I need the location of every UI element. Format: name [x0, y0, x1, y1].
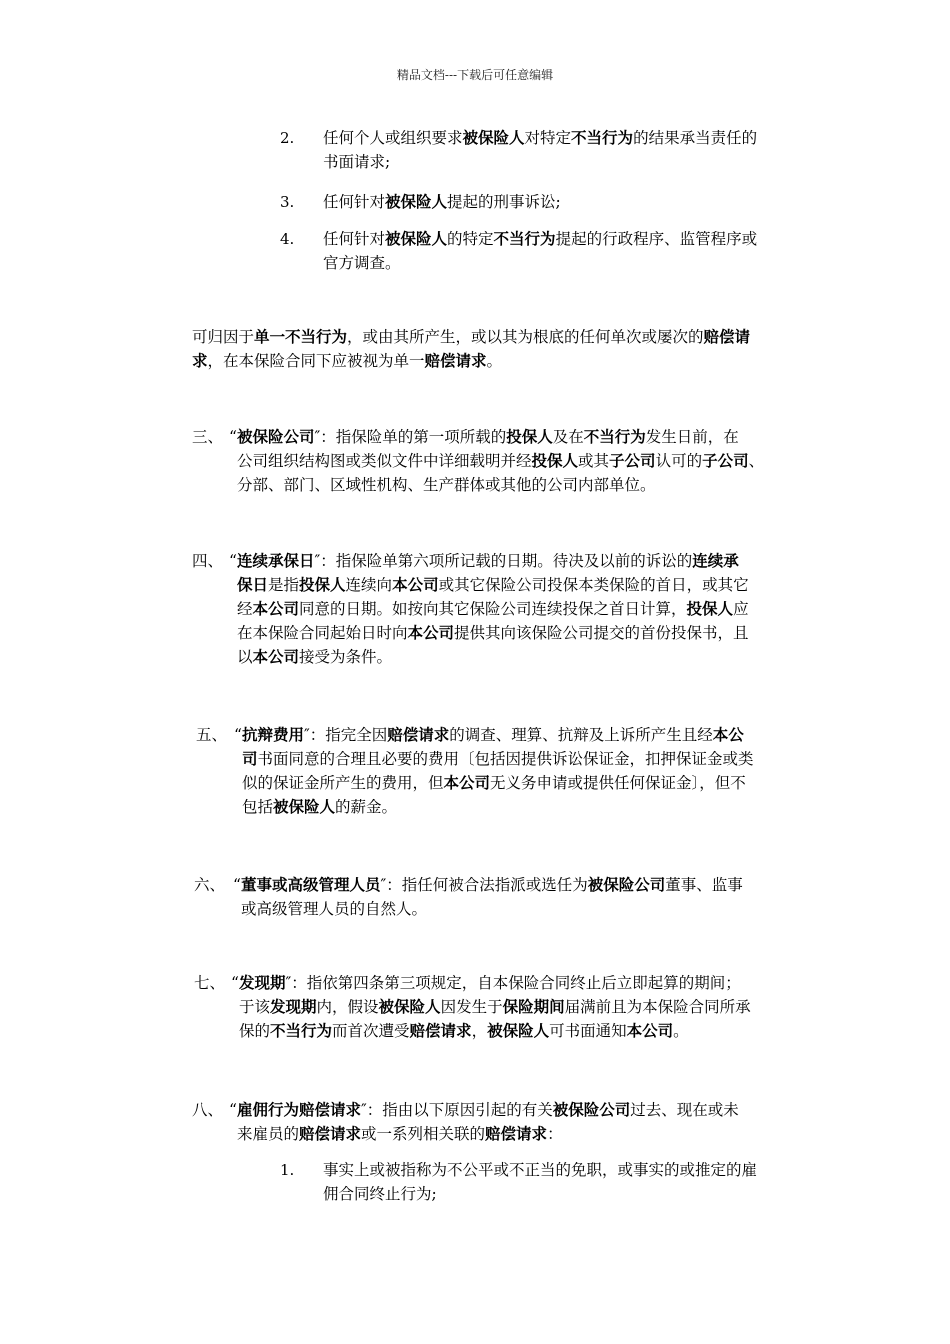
text-run: 任何针对: [323, 230, 386, 248]
defined-term: 发现期: [270, 998, 317, 1016]
list-item-text: [323, 126, 757, 174]
text-run: 的特定: [447, 230, 494, 248]
text-run: “: [229, 552, 237, 570]
text-line: [323, 251, 757, 275]
text-run: ″：指依第四条第三项规定，自本保险合同终止后立即起算的期间；: [285, 974, 741, 992]
list-item-text: [323, 190, 561, 214]
defined-term: 本公: [712, 726, 744, 744]
text-line: [229, 549, 749, 573]
text-run: 因发生于: [440, 998, 503, 1016]
text-run: 的调查、理算、抗辩及上诉所产生且经: [449, 726, 713, 744]
text-line: [234, 747, 754, 771]
text-line: [233, 873, 743, 897]
defined-term: 求: [192, 352, 208, 370]
defined-term: 赔偿请求: [424, 352, 487, 370]
defined-term: 被保险人: [385, 230, 448, 248]
text-run: 内，假设: [316, 998, 379, 1016]
text-run: 是指: [268, 576, 300, 594]
text-run: 佣合同终止行为;: [323, 1185, 437, 1203]
defined-term: 被保险公司: [587, 876, 666, 894]
text-line: [229, 1098, 739, 1122]
text-line: [229, 449, 764, 473]
defined-term: 不当行为: [583, 428, 646, 446]
text-run: 届满前且为本保险合同所承: [564, 998, 751, 1016]
defined-term: 子公司: [702, 452, 749, 470]
section-number: 三、: [192, 428, 224, 446]
text-run: “: [229, 428, 237, 446]
text-run: 分部、部门、区域性机构、生产群体或其他的公司内部单位。: [237, 476, 656, 494]
text-run: 而首次遭受: [332, 1022, 410, 1040]
text-run: “: [234, 726, 242, 744]
text-line: [229, 573, 749, 597]
defined-term: 投保人: [299, 576, 346, 594]
defined-term: 被保险人: [273, 798, 336, 816]
text-run: 、: [748, 452, 765, 470]
defined-term: 投保人: [531, 452, 579, 470]
defined-term: 被保险人: [378, 998, 441, 1016]
text-run: 来雇员的: [237, 1125, 300, 1143]
defined-term: 单一不当行为: [254, 328, 348, 346]
defined-term: 连续承: [692, 552, 739, 570]
text-run: 同意的日期。如按向其它保险公司连续投保之首日计算，: [299, 600, 687, 618]
text-run: 发生日前，在: [645, 428, 739, 446]
defined-term: 赔偿请: [703, 328, 751, 346]
definition-section: [229, 549, 749, 669]
text-line: [229, 621, 749, 645]
defined-term: 本公司: [443, 774, 491, 792]
text-run: 于该: [239, 998, 271, 1016]
text-run: ″：指完全因: [303, 726, 388, 744]
text-run: 可书面通知: [549, 1022, 627, 1040]
text-line: [234, 795, 754, 819]
defined-term: 被保险公司: [552, 1101, 631, 1119]
defined-term: 被保险人: [385, 193, 448, 211]
text-line: [323, 126, 757, 150]
text-run: 保的: [239, 1022, 271, 1040]
text-run: 董事、监事: [665, 876, 743, 894]
text-run: 似的保证金所产生的费用，但: [242, 774, 444, 792]
defined-term: 保日: [237, 576, 269, 594]
text-run: ，在本保险合同下应被视为单一: [207, 352, 425, 370]
list-item-number: 2.: [280, 129, 295, 147]
text-run: “: [233, 876, 241, 894]
text-line: [234, 771, 754, 795]
text-run: 无义务申请或提供任何保证金〕，但不: [490, 774, 746, 792]
text-line: [323, 1182, 757, 1206]
defined-term: 本公司: [407, 624, 455, 642]
defined-term: 不当行为: [270, 1022, 333, 1040]
text-line: [229, 473, 764, 497]
defined-term: 被保险人: [487, 1022, 550, 1040]
text-run: ″：指保险单第六项所记载的日期。待决及以前的诉讼的: [314, 552, 693, 570]
defined-term: 投保人: [686, 600, 734, 618]
defined-term: 赔偿请求: [409, 1022, 472, 1040]
text-line: [323, 1158, 757, 1182]
text-run: 或高级管理人员的自然人。: [241, 900, 428, 918]
text-run: 事实上或被指称为不公平或不正当的免职，或事实的或推定的雇: [323, 1161, 758, 1179]
text-run: 在本保险合同起始日时向: [237, 624, 408, 642]
text-run: ″：指保险单的第一项所载的: [314, 428, 507, 446]
text-run: 任何个人或组织要求: [323, 129, 463, 147]
defined-term: 发现期: [238, 974, 286, 992]
text-line: [231, 995, 751, 1019]
defined-term: 司: [242, 750, 258, 768]
text-line: [192, 325, 750, 349]
defined-term: 不当行为: [571, 129, 634, 147]
defined-term: 不当行为: [493, 230, 556, 248]
text-run: 书面同意的合理且必要的费用〔包括因提供诉讼保证金，扣押保证金或类: [257, 750, 754, 768]
text-line: [231, 1019, 751, 1043]
text-run: 。: [486, 352, 503, 370]
text-run: 提起的刑事诉讼;: [447, 193, 561, 211]
text-run: 接受为条件。: [299, 648, 393, 666]
text-run: ″：指由以下原因引起的有关: [360, 1101, 553, 1119]
defined-term: 本公司: [252, 600, 300, 618]
text-run: 公司组织结构图或类似文件中详细载明并经: [237, 452, 532, 470]
text-run: 的薪金。: [335, 798, 398, 816]
text-line: [229, 1122, 739, 1146]
defined-term: 赔偿请求: [485, 1125, 548, 1143]
text-line: [231, 971, 751, 995]
text-run: ，或由其所产生，或以其为根底的任何单次或屡次的: [347, 328, 704, 346]
text-line: [323, 150, 757, 174]
list-item-number: 1.: [280, 1161, 295, 1179]
text-run: 认可的: [655, 452, 703, 470]
text-line: [229, 645, 749, 669]
text-run: 提起的行政程序、监管程序或: [555, 230, 758, 248]
text-run: 提供其向该保险公司提交的首份投保书，且: [454, 624, 749, 642]
text-run: 经: [237, 600, 253, 618]
defined-term: 雇佣行为赔偿请求: [236, 1101, 361, 1119]
text-run: “: [231, 974, 239, 992]
list-item-number: 4.: [280, 230, 295, 248]
text-line: [323, 227, 757, 251]
list-item-text: [323, 1158, 757, 1206]
defined-term: 被保险公司: [236, 428, 315, 446]
text-run: 对特定: [524, 129, 572, 147]
list-item-number: 3.: [280, 193, 295, 211]
defined-term: 抗辩费用: [241, 726, 304, 744]
text-run: 或一系列相关联的: [361, 1125, 486, 1143]
definition-section: [229, 1098, 739, 1146]
text-line: [229, 597, 749, 621]
text-line: [323, 190, 561, 214]
defined-term: 赔偿请求: [299, 1125, 362, 1143]
text-line: [229, 425, 764, 449]
defined-term: 董事或高级管理人员: [240, 876, 381, 894]
defined-term: 本公司: [392, 576, 439, 594]
text-run: 任何针对: [323, 193, 386, 211]
page-header: 精品文档---下载后可任意编辑: [396, 68, 554, 82]
section-number: 六、: [194, 876, 226, 894]
defined-term: 赔偿请求: [387, 726, 450, 744]
list-item-text: [323, 227, 757, 275]
single-claim-paragraph: [192, 325, 750, 373]
text-run: ″：指任何被合法指派或选任为: [380, 876, 588, 894]
defined-term: 本公司: [252, 648, 300, 666]
text-run: 应: [733, 600, 749, 618]
defined-term: 子公司: [609, 452, 656, 470]
defined-term: 保险期间: [502, 998, 565, 1016]
text-run: 书面请求;: [323, 153, 391, 171]
text-run: ，: [471, 1022, 488, 1040]
section-number: 五、: [196, 726, 228, 744]
text-run: 。: [673, 1022, 689, 1040]
text-run: 以: [237, 648, 253, 666]
defined-term: 本公司: [626, 1022, 674, 1040]
text-run: “: [229, 1101, 237, 1119]
definition-section: [231, 971, 751, 1043]
text-run: 包括: [242, 798, 274, 816]
text-run: 或其: [578, 452, 610, 470]
defined-term: 被保险人: [462, 129, 525, 147]
text-run: 连续向: [345, 576, 393, 594]
text-run: ：: [547, 1125, 563, 1143]
section-number: 七、: [194, 974, 226, 992]
text-line: [234, 723, 754, 747]
text-run: 官方调查。: [323, 254, 401, 272]
text-run: 过去、现在或未: [630, 1101, 739, 1119]
definition-section: [234, 723, 754, 819]
section-number: 四、: [192, 552, 224, 570]
section-number: 八、: [192, 1101, 224, 1119]
defined-term: 投保人: [506, 428, 553, 446]
text-line: [192, 349, 750, 373]
text-run: 可归因于: [192, 328, 255, 346]
definition-section: [229, 425, 764, 497]
text-run: 及在: [552, 428, 584, 446]
defined-term: 连续承保日: [236, 552, 315, 570]
text-run: 或其它保险公司投保本类保险的首日，或其它: [438, 576, 749, 594]
text-run: 的结果承当责任的: [633, 129, 758, 147]
definition-section: [233, 873, 743, 921]
text-line: [233, 897, 743, 921]
